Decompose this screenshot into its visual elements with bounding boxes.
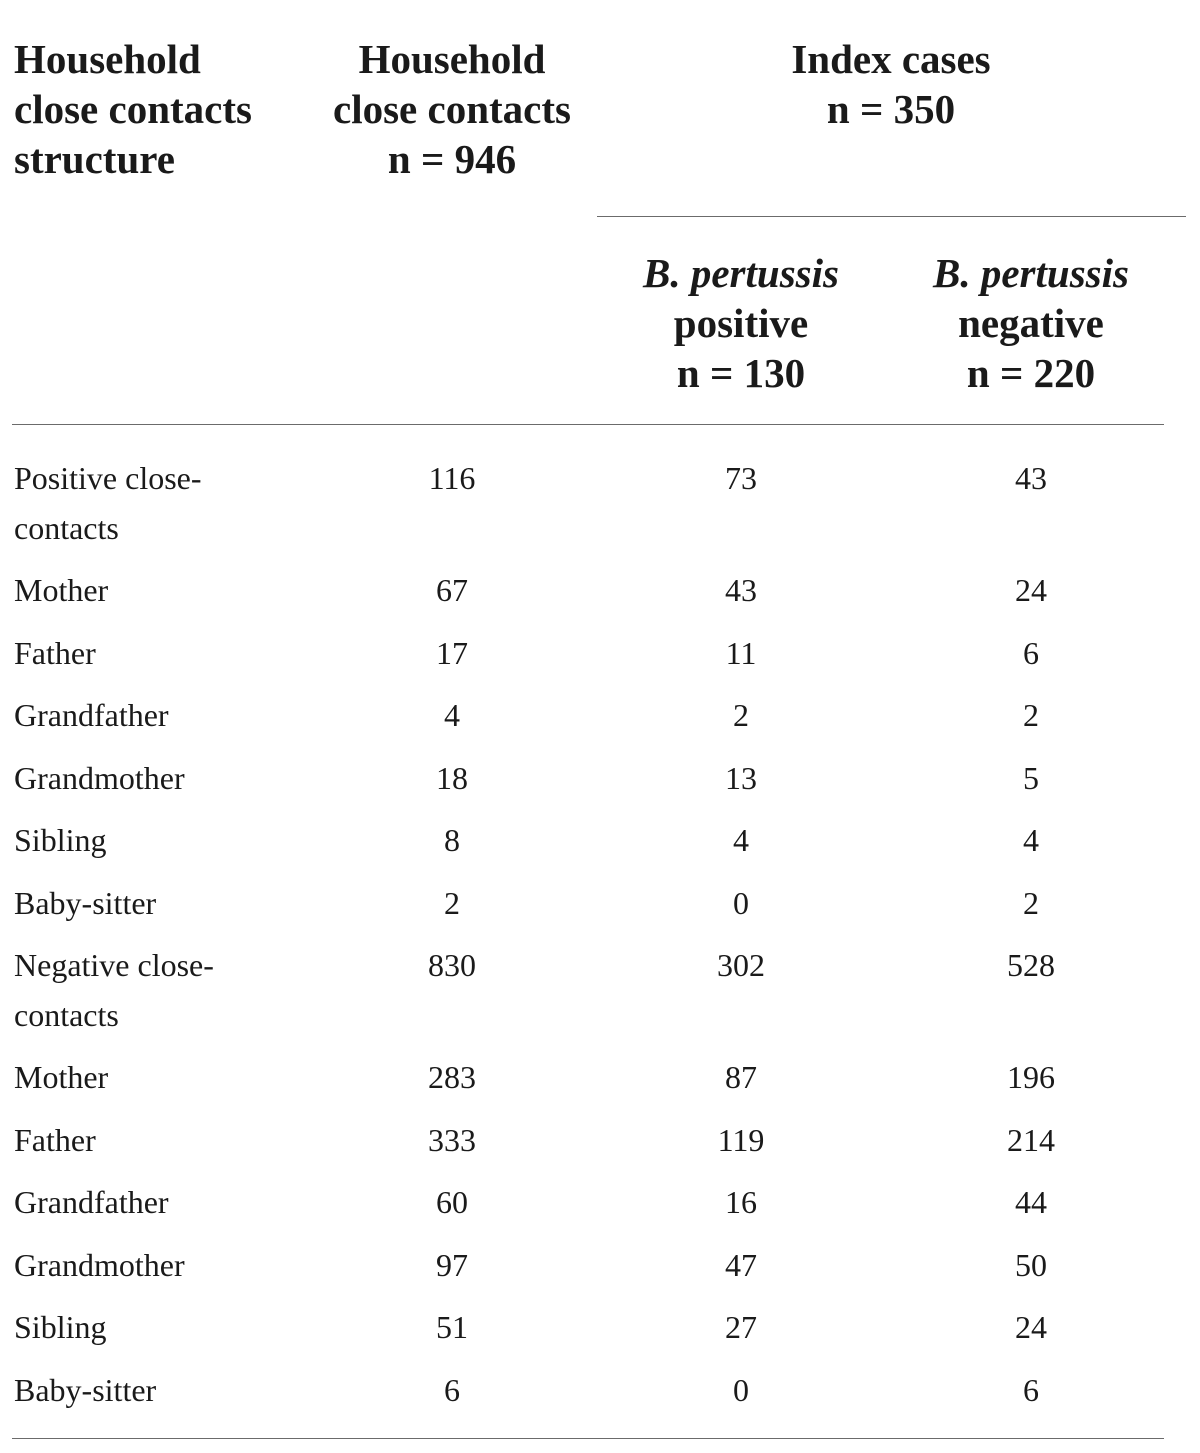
header-pertussis-positive — [600, 248, 882, 398]
row-label: Sibling — [14, 1309, 107, 1345]
cell-negative: 2 — [1023, 885, 1039, 921]
cell-total: 97 — [436, 1247, 468, 1283]
header-pertussis-positive-organism: B. pertussis — [643, 250, 839, 296]
cell-negative: 24 — [1015, 1309, 1047, 1345]
cell-positive: 2 — [733, 697, 749, 733]
cell-total: 60 — [436, 1184, 468, 1220]
row-label: Baby-sitter — [14, 885, 157, 921]
cell-positive: 47 — [725, 1247, 757, 1283]
cell-total: 116 — [428, 460, 476, 496]
cell-negative: 214 — [1007, 1122, 1055, 1158]
header-structure-line-1: Household — [14, 36, 201, 82]
cell-negative: 196 — [1007, 1059, 1055, 1095]
cell-total: 18 — [436, 760, 468, 796]
cell-total: 283 — [428, 1059, 476, 1095]
header-close-contacts-line-1: Household — [358, 36, 546, 82]
row-label: Grandmother — [14, 1247, 185, 1283]
cell-negative: 6 — [1023, 1372, 1039, 1408]
row-label: Negative close-contacts — [14, 947, 214, 1033]
cell-negative: 2 — [1023, 697, 1039, 733]
cell-positive: 16 — [725, 1184, 757, 1220]
cell-positive: 302 — [717, 947, 765, 983]
header-close-contacts — [302, 34, 602, 184]
row-label: Grandfather — [14, 697, 169, 733]
header-index-cases-title: Index cases — [791, 36, 991, 82]
header-pertussis-negative-label: negative — [958, 300, 1104, 346]
bottom-rule — [12, 1438, 1164, 1439]
cell-total: 2 — [444, 885, 460, 921]
header-pertussis-positive-count: n = 130 — [676, 350, 806, 396]
header-pertussis-negative-organism: B. pertussis — [933, 250, 1129, 296]
row-label: Grandfather — [14, 1184, 169, 1220]
header-pertussis-negative-count: n = 220 — [966, 350, 1096, 396]
cell-total: 8 — [444, 822, 460, 858]
header-pertussis-positive-label: positive — [673, 300, 809, 346]
cell-total: 6 — [444, 1372, 460, 1408]
cell-negative: 24 — [1015, 572, 1047, 608]
row-label: Sibling — [14, 822, 107, 858]
cell-negative: 528 — [1007, 947, 1055, 983]
cell-positive: 13 — [725, 760, 757, 796]
cell-total: 67 — [436, 572, 468, 608]
cell-positive: 27 — [725, 1309, 757, 1345]
cell-total: 4 — [444, 697, 460, 733]
header-close-contacts-count: n = 946 — [387, 136, 517, 182]
cell-negative: 50 — [1015, 1247, 1047, 1283]
cell-positive: 73 — [725, 460, 757, 496]
header-index-cases-count: n = 350 — [826, 86, 956, 132]
cell-positive: 0 — [733, 885, 749, 921]
cell-total: 51 — [436, 1309, 468, 1345]
cell-negative: 44 — [1015, 1184, 1047, 1220]
cell-negative: 4 — [1023, 822, 1039, 858]
row-label: Baby-sitter — [14, 1372, 157, 1408]
header-structure-line-2: close contacts — [14, 86, 252, 132]
header-structure-line-3: structure — [14, 136, 175, 182]
cell-total: 830 — [428, 947, 476, 983]
row-label: Father — [14, 1122, 96, 1158]
cell-positive: 119 — [717, 1122, 765, 1158]
header-index-cases — [596, 34, 1186, 134]
header-rule — [12, 424, 1164, 425]
cell-positive: 43 — [725, 572, 757, 608]
cell-positive: 0 — [733, 1372, 749, 1408]
row-label: Mother — [14, 572, 109, 608]
row-label: Grandmother — [14, 760, 185, 796]
cell-positive: 4 — [733, 822, 749, 858]
header-pertussis-negative — [888, 248, 1174, 398]
cell-negative: 6 — [1023, 635, 1039, 671]
header-structure — [14, 34, 252, 184]
index-cases-rule — [597, 216, 1186, 217]
cell-positive: 87 — [725, 1059, 757, 1095]
row-label: Father — [14, 635, 96, 671]
cell-total: 17 — [436, 635, 468, 671]
header-close-contacts-line-2: close contacts — [333, 86, 571, 132]
row-label: Positive close-contacts — [14, 460, 202, 546]
cell-total: 333 — [428, 1122, 476, 1158]
cell-negative: 43 — [1015, 460, 1047, 496]
cell-positive: 11 — [725, 635, 757, 671]
cell-negative: 5 — [1023, 760, 1039, 796]
row-label: Mother — [14, 1059, 109, 1095]
